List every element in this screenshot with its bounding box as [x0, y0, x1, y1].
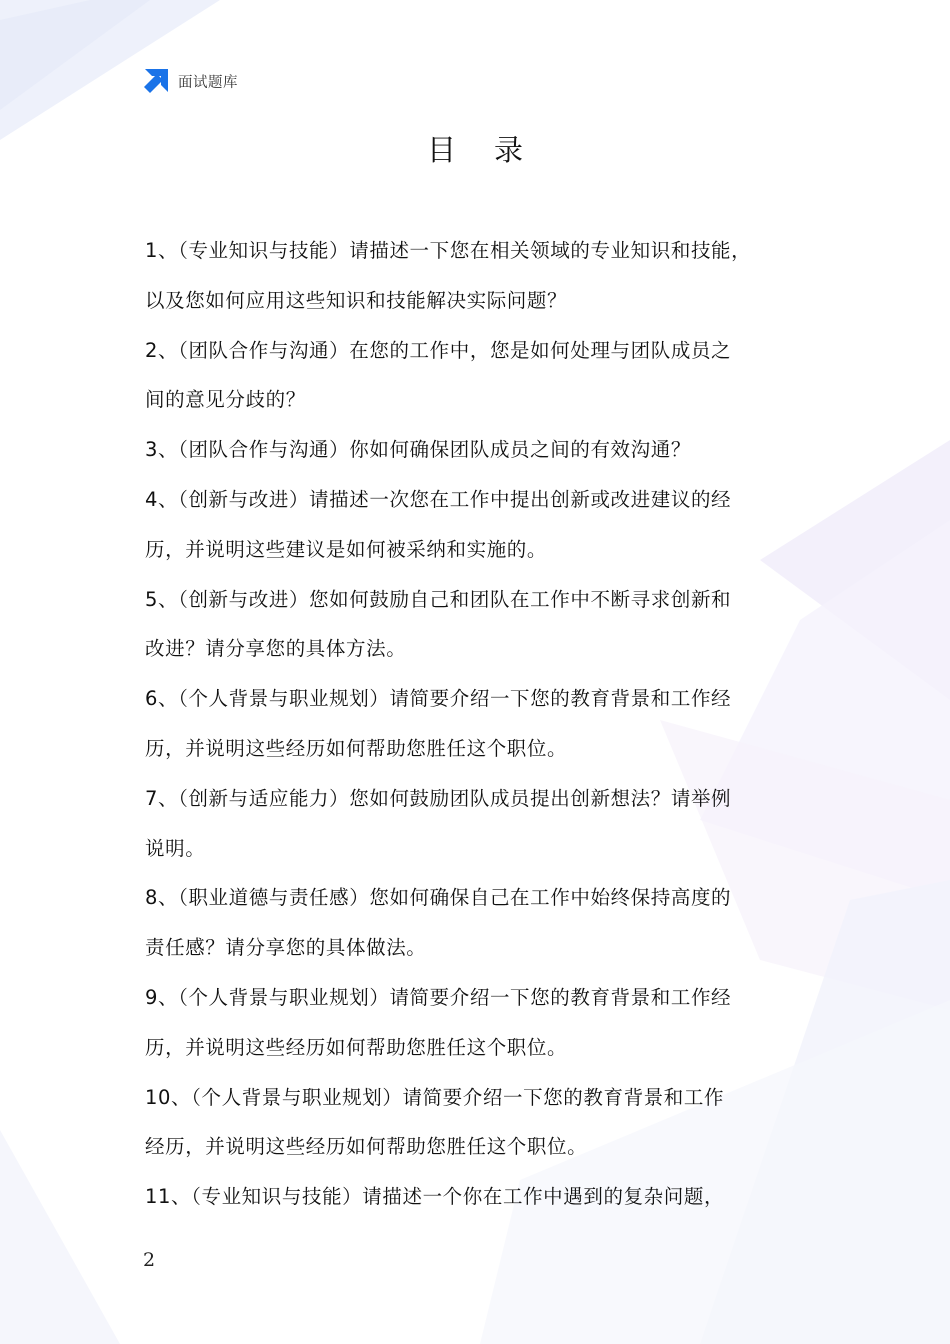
toc-item-line: 6、（个人背景与职业规划）请简要介绍一下您的教育背景和工作经 — [145, 687, 732, 711]
toc-item[interactable] — [145, 1073, 825, 1173]
page-title: 目录 — [426, 133, 561, 167]
toc-item-line: 2、（团队合作与沟通）在您的工作中，您是如何处理与团队成员之 — [145, 338, 732, 362]
toc-item-line: 历，并说明这些经历如何帮助您胜任这个职位。 — [145, 1035, 568, 1059]
toc-item[interactable] — [145, 873, 825, 973]
toc-item-line: 4、（创新与改进）请描述一次您在工作中提出创新或改进建议的经 — [145, 487, 732, 511]
toc-item[interactable] — [145, 674, 825, 774]
toc-item-line: 历，并说明这些经历如何帮助您胜任这个职位。 — [145, 736, 568, 760]
toc-item[interactable] — [145, 326, 825, 426]
toc-item-line: 8、（职业道德与责任感）您如何确保自己在工作中始终保持高度的 — [145, 886, 732, 910]
toc-item-line: 经历，并说明这些经历如何帮助您胜任这个职位。 — [145, 1135, 588, 1159]
toc-item-line: 5、（创新与改进）您如何鼓励自己和团队在工作中不断寻求创新和 — [145, 587, 732, 611]
toc-item[interactable] — [145, 774, 825, 874]
header — [143, 68, 238, 94]
toc-item-line: 3、（团队合作与沟通）你如何确保团队成员之间的有效沟通？ — [145, 438, 691, 462]
toc-item-line: 7、（创新与适应能力）您如何鼓励团队成员提出创新想法？请举例 — [145, 786, 732, 810]
toc-item-line: 改进？请分享您的具体方法。 — [145, 637, 407, 661]
toc-item-line: 1、（专业知识与技能）请描述一下您在相关领域的专业知识和技能， — [145, 239, 752, 262]
table-of-contents — [145, 226, 825, 1222]
arrow-up-right-logo-icon — [143, 68, 169, 94]
toc-item[interactable] — [145, 1172, 825, 1222]
toc-item[interactable] — [145, 973, 825, 1073]
brand-label: 面试题库 — [178, 74, 238, 91]
toc-item[interactable] — [145, 226, 825, 326]
toc-item[interactable] — [145, 575, 825, 675]
toc-item-line: 9、（个人背景与职业规划）请简要介绍一下您的教育背景和工作经 — [145, 985, 732, 1009]
toc-item-line: 间的意见分歧的？ — [145, 388, 306, 412]
toc-item-line: 以及您如何应用这些知识和技能解决实际问题？ — [145, 288, 568, 312]
toc-item-line: 责任感？请分享您的具体做法。 — [145, 936, 427, 960]
toc-item-line: 历，并说明这些建议是如何被采纳和实施的。 — [145, 537, 548, 561]
toc-item-line: 说明。 — [145, 836, 206, 860]
toc-item-line: 11、（专业知识与技能）请描述一个你在工作中遇到的复杂问题， — [145, 1185, 725, 1209]
toc-item[interactable] — [145, 425, 825, 475]
page-number: 2 — [143, 1249, 156, 1271]
toc-item-line: 10、（个人背景与职业规划）请简要介绍一下您的教育背景和工作 — [145, 1085, 725, 1109]
toc-item[interactable] — [145, 475, 825, 575]
